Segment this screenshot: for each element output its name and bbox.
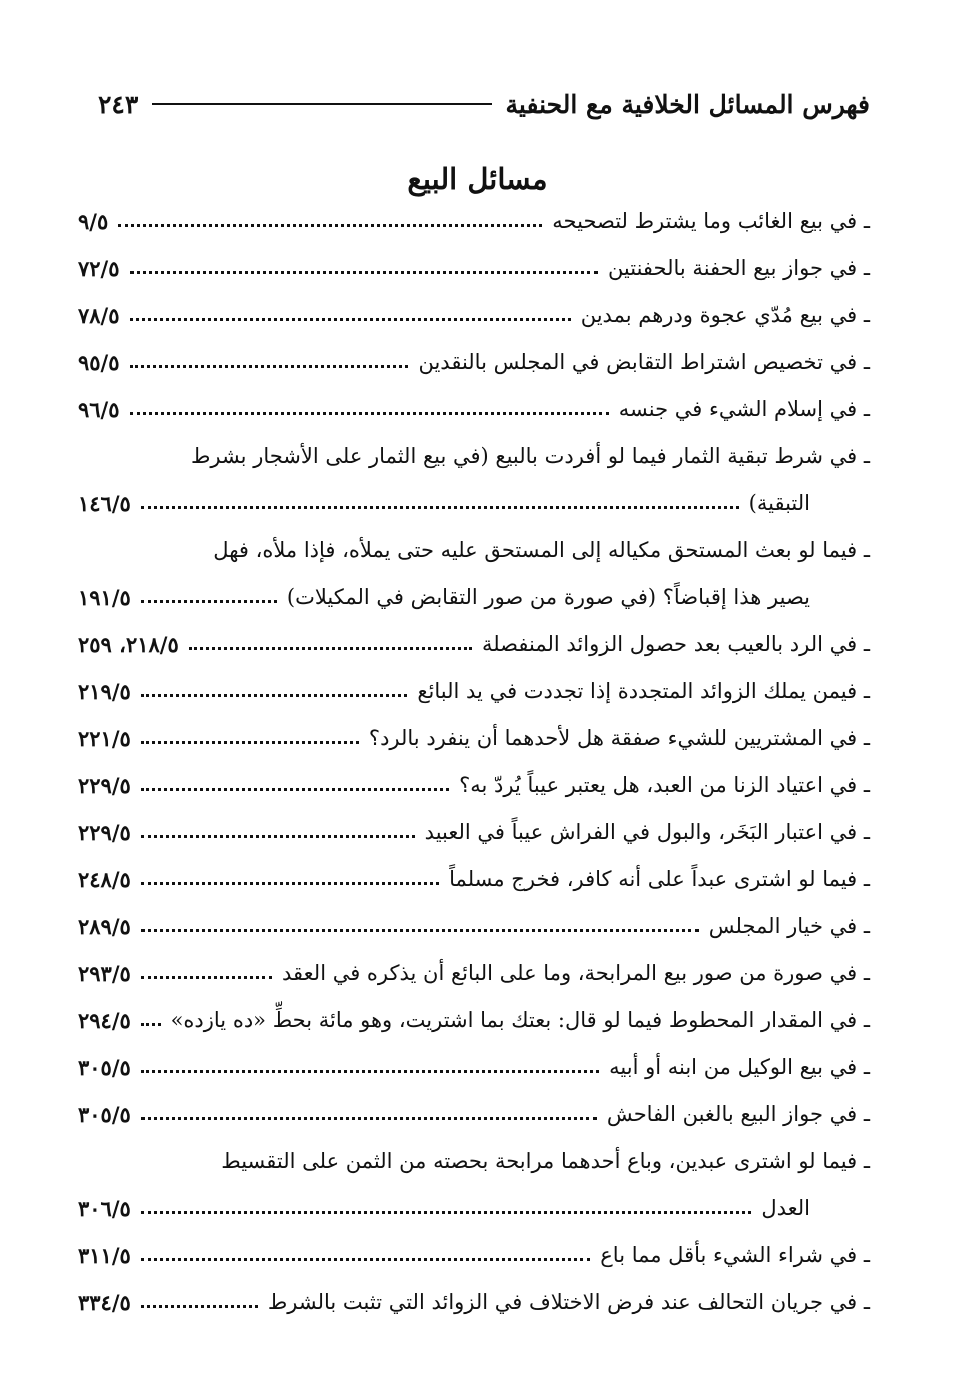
entry-line <box>78 386 870 432</box>
page-reference: ٢٤٨/٥ <box>78 866 131 892</box>
entry-text: ـ في صورة من صور بيع المرابحة، وما على البائع أن يذكره في العقد <box>282 961 870 985</box>
entry-line <box>78 339 870 385</box>
page-reference: ٣١١/٥ <box>78 1242 131 1268</box>
page-number: ٢٤٣ <box>98 89 139 119</box>
entry-line <box>78 1232 870 1278</box>
entry-continuation-text: العدل <box>761 1196 810 1220</box>
dot-leader <box>141 741 359 744</box>
page-reference: ١٩١/٥ <box>78 584 131 610</box>
entry-text: ـ في اعتبار البَخَر، والبول في الفراش عيباً في العبيد <box>424 820 870 844</box>
entry-line <box>78 198 870 244</box>
entry-text: ـ في شراء الشيء بأقل مما باع <box>600 1243 870 1267</box>
entry-line <box>78 903 870 949</box>
page-reference: ٩/٥ <box>78 208 109 234</box>
entry-continuation-line <box>78 574 840 620</box>
page-reference: ٢٢١/٥ <box>78 725 131 751</box>
page-reference: ٢٢٩/٥ <box>78 819 131 845</box>
dot-leader <box>141 1211 752 1214</box>
dot-leader <box>189 647 472 650</box>
entry-text: ـ في المشتريين للشيء صفقة هل لأحدهما أن ينفرد بالرد؟ <box>368 726 870 750</box>
entry-text: ـ في جواز البيع بالغبن الفاحش <box>606 1102 870 1126</box>
entry-line <box>78 950 870 996</box>
entry-text: ـ في بيع مُدّي عجوة ودرهم بمدين <box>580 303 870 327</box>
header-rule <box>152 103 491 105</box>
entry-text: ـ في جريان التحالف عند فرض الاختلاف في الزوائد التي تثبت بالشرط <box>267 1290 870 1314</box>
page-reference: ٣٣٤/٥ <box>78 1289 131 1315</box>
entry-text: ـ في إسلام الشيء في جنسه <box>618 397 870 421</box>
page-reference: ٢١٨/٥، ٢٥٩ <box>78 631 179 657</box>
dot-leader <box>141 1258 590 1261</box>
entry-continuation-text: يصير هذا إقباضاً؟ (في صورة من صور التقابض في المكيلات) <box>286 585 810 609</box>
entry-line <box>78 245 870 291</box>
page-reference: ٩٦/٥ <box>78 396 120 422</box>
dot-leader <box>141 506 739 509</box>
entry-line <box>78 621 870 667</box>
page-reference: ٢١٩/٥ <box>78 678 131 704</box>
entry-line <box>78 1279 870 1325</box>
entry-line <box>78 1138 870 1184</box>
dot-leader <box>130 412 609 415</box>
page-reference: ١٤٦/٥ <box>78 490 131 516</box>
dot-leader <box>141 835 415 838</box>
dot-leader <box>141 882 439 885</box>
entry-text: ـ في بيع الوكيل من ابنه أو أبيه <box>609 1055 870 1079</box>
entry-line <box>78 1044 870 1090</box>
dot-leader <box>118 224 542 227</box>
entry-text: ـ فيما لو بعث المستحق مكياله إلى المستحق عليه حتى يملأه، فإذا ملأه، فهل <box>213 538 870 562</box>
dot-leader <box>130 271 598 274</box>
dot-leader <box>141 976 272 979</box>
page-reference: ٢٩٤/٥ <box>78 1007 131 1033</box>
entry-text: ـ فيما لو اشترى عبداً على أنه كافر، فخرج مسلماً <box>449 867 870 891</box>
entry-line <box>78 856 870 902</box>
entry-text: ـ في اعتياد الزنا من العبد، هل يعتبر عيباً يُردّ به؟ <box>459 773 870 797</box>
header-title: فهرس المسائل الخلافية مع الحنفية <box>505 89 870 119</box>
entry-text: ـ في شرط تبقية الثمار فيما لو أفردت بالبيع (في بيع الثمار على الأشجار بشرط <box>190 444 870 468</box>
dot-leader <box>141 600 277 603</box>
page-reference: ٢٩٣/٥ <box>78 960 131 986</box>
entry-text: ـ في خيار المجلس <box>708 914 870 938</box>
entry-continuation-text: التبقية) <box>748 491 810 515</box>
dot-leader <box>141 929 699 932</box>
dot-leader <box>141 1305 258 1308</box>
dot-leader <box>141 1023 161 1026</box>
entry-text: ـ في تخصيص اشتراط التقابض في المجلس بالنقدين <box>418 350 870 374</box>
page-reference: ٣٠٦/٥ <box>78 1195 131 1221</box>
entry-text: ـ فيما لو اشترى عبدين، وباع أحدهما مرابحة بحصته من الثمن على التقسيط <box>221 1149 870 1173</box>
entry-continuation-line <box>78 1185 840 1231</box>
entry-line <box>78 668 870 714</box>
entry-text: ـ فيمن يملك الزوائد المتجددة إذا تجددت في يد البائع <box>417 679 870 703</box>
entry-line <box>78 809 870 855</box>
page-reference: ٣٠٥/٥ <box>78 1101 131 1127</box>
dot-leader <box>130 318 571 321</box>
entry-line <box>78 527 870 573</box>
page-reference: ٧٨/٥ <box>78 302 120 328</box>
entry-line <box>78 715 870 761</box>
entry-line <box>78 292 870 338</box>
dot-leader <box>141 1117 597 1120</box>
entry-line <box>78 762 870 808</box>
entry-text: ـ في بيع الغائب وما يشترط لتصحيحه <box>552 209 870 233</box>
entry-line <box>78 997 870 1043</box>
page-reference: ٢٨٩/٥ <box>78 913 131 939</box>
dot-leader <box>130 365 409 368</box>
dot-leader <box>141 788 449 791</box>
page-reference: ٣٠٥/٥ <box>78 1054 131 1080</box>
entry-text: ـ في جواز بيع الحفنة بالحفنتين <box>607 256 870 280</box>
entry-continuation-line <box>78 480 840 526</box>
page-reference: ٧٢/٥ <box>78 255 120 281</box>
dot-leader <box>141 694 408 697</box>
page-reference: ٩٥/٥ <box>78 349 120 375</box>
page-reference: ٢٢٩/٥ <box>78 772 131 798</box>
entry-line <box>78 1091 870 1137</box>
entry-line <box>78 433 870 479</box>
entry-text: ـ في المقدار المحطوط فيما لو قال: بعتك بما اشتريت، وهو مائة بحطِّ «ده يازده» <box>170 1008 870 1032</box>
dot-leader <box>141 1070 599 1073</box>
entry-text: ـ في الرد بالعيب بعد حصول الزوائد المنفصلة <box>481 632 870 656</box>
running-header <box>98 84 870 124</box>
section-title: مسائل البيع <box>407 162 548 196</box>
